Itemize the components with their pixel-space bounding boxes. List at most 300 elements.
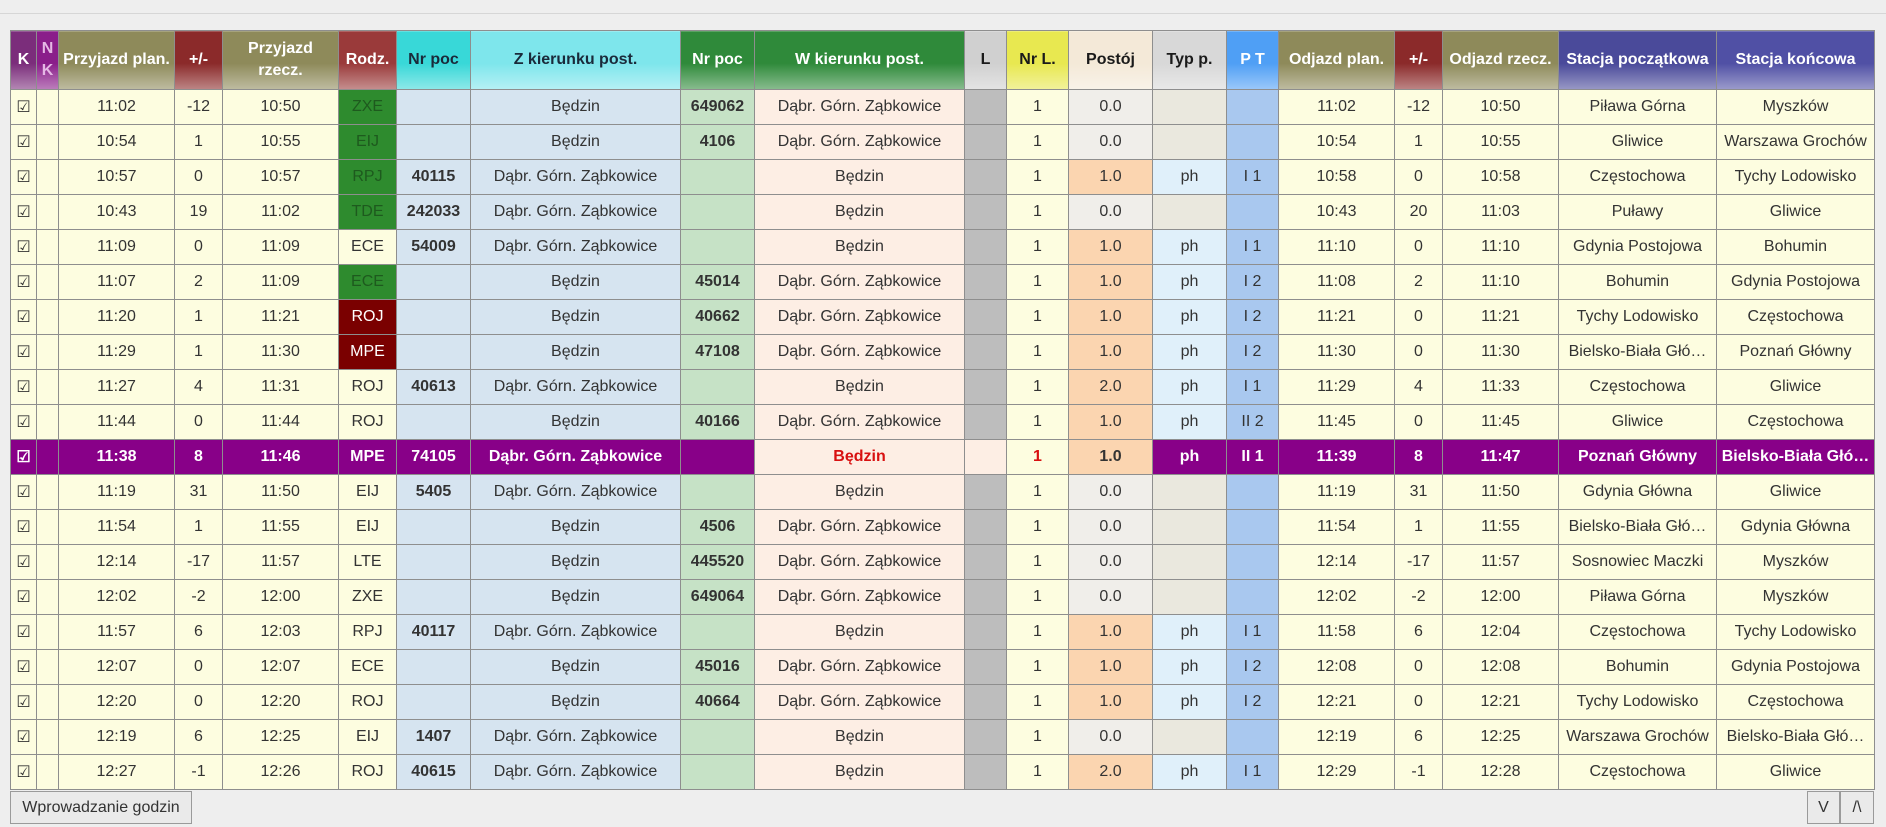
table-row[interactable] xyxy=(11,160,1875,195)
cell-nr_in xyxy=(397,405,471,440)
cell-type: ph xyxy=(1153,265,1227,300)
top-divider xyxy=(0,13,1886,14)
cell-arr_delay: 0 xyxy=(175,160,223,195)
cell-nr_in xyxy=(397,545,471,580)
cell-stop: 1.0 xyxy=(1069,650,1153,685)
cell-type: ph xyxy=(1153,335,1227,370)
cell-dep_plan: 11:10 xyxy=(1279,230,1395,265)
cell-k[interactable]: ☑ xyxy=(11,580,37,615)
header-arr_real[interactable]: Przyjazd rzecz. xyxy=(223,31,339,90)
header-l[interactable]: L xyxy=(965,31,1007,90)
cell-pt: I 2 xyxy=(1227,685,1279,720)
cell-arr_real: 11:50 xyxy=(223,475,339,510)
cell-type xyxy=(1153,195,1227,230)
cell-to: Dąbr. Górn. Ząbkowice xyxy=(755,265,965,300)
cell-to: Będzin xyxy=(755,230,965,265)
cell-type: ph xyxy=(1153,300,1227,335)
cell-dep_plan: 11:54 xyxy=(1279,510,1395,545)
cell-stop: 1.0 xyxy=(1069,160,1153,195)
cell-l xyxy=(965,510,1007,545)
cell-k[interactable]: ☑ xyxy=(11,755,37,790)
header-dep_real[interactable]: Odjazd rzecz. xyxy=(1443,31,1559,90)
cell-nr_out: 40166 xyxy=(681,405,755,440)
cell-nr_out xyxy=(681,615,755,650)
cell-nrl: 1 xyxy=(1007,615,1069,650)
cell-k[interactable]: ☑ xyxy=(11,90,37,125)
cell-nr_out xyxy=(681,230,755,265)
header-nk[interactable]: N K xyxy=(37,31,59,90)
cell-type xyxy=(1153,90,1227,125)
cell-dep_plan: 10:43 xyxy=(1279,195,1395,230)
cell-pt xyxy=(1227,720,1279,755)
cell-stop: 0.0 xyxy=(1069,195,1153,230)
cell-nk xyxy=(37,755,59,790)
cell-k[interactable]: ☑ xyxy=(11,300,37,335)
cell-to: Będzin xyxy=(755,160,965,195)
cell-l xyxy=(965,615,1007,650)
cell-nrl: 1 xyxy=(1007,195,1069,230)
cell-dep_plan: 10:54 xyxy=(1279,125,1395,160)
table-row[interactable] xyxy=(11,370,1875,405)
cell-arr_delay: 8 xyxy=(175,440,223,475)
cell-dep_delay: 1 xyxy=(1395,125,1443,160)
cell-nr_out: 445520 xyxy=(681,545,755,580)
cell-dep_plan: 11:29 xyxy=(1279,370,1395,405)
table-header-row xyxy=(11,31,1875,90)
cell-pt: II 2 xyxy=(1227,405,1279,440)
cell-k[interactable]: ☑ xyxy=(11,475,37,510)
cell-l xyxy=(965,580,1007,615)
cell-nr_in: 5405 xyxy=(397,475,471,510)
cell-nrl: 1 xyxy=(1007,90,1069,125)
header-k[interactable]: K xyxy=(11,31,37,90)
cell-end: Poznań Główny xyxy=(1717,335,1875,370)
cell-arr_real: 12:03 xyxy=(223,615,339,650)
cell-to: Dąbr. Górn. Ząbkowice xyxy=(755,685,965,720)
cell-l xyxy=(965,440,1007,475)
cell-start: Częstochowa xyxy=(1559,755,1717,790)
cell-nrl: 1 xyxy=(1007,545,1069,580)
cell-arr_delay: 2 xyxy=(175,265,223,300)
enter-times-button[interactable]: Wprowadzanie godzin xyxy=(10,791,192,824)
cell-from: Będzin xyxy=(471,510,681,545)
cell-nrl: 1 xyxy=(1007,510,1069,545)
cell-l xyxy=(965,720,1007,755)
cell-nr_in xyxy=(397,90,471,125)
cell-from: Dąbr. Górn. Ząbkowice xyxy=(471,160,681,195)
cell-nr_in: 40615 xyxy=(397,755,471,790)
header-dep_plan[interactable]: Odjazd plan. xyxy=(1279,31,1395,90)
cell-nk xyxy=(37,615,59,650)
cell-arr_plan: 10:43 xyxy=(59,195,175,230)
cell-start: Częstochowa xyxy=(1559,160,1717,195)
cell-type xyxy=(1153,580,1227,615)
cell-arr_plan: 11:02 xyxy=(59,90,175,125)
cell-stop: 0.0 xyxy=(1069,720,1153,755)
cell-from: Dąbr. Górn. Ząbkowice xyxy=(471,615,681,650)
cell-cat: EIJ xyxy=(339,510,397,545)
cell-dep_delay: 0 xyxy=(1395,335,1443,370)
cell-nr_out: 649064 xyxy=(681,580,755,615)
cell-nk xyxy=(37,90,59,125)
cell-to: Będzin xyxy=(755,720,965,755)
cell-arr_real: 11:55 xyxy=(223,510,339,545)
cell-k[interactable]: ☑ xyxy=(11,440,37,475)
cell-dep_plan: 12:08 xyxy=(1279,650,1395,685)
header-to[interactable]: W kierunku post. xyxy=(755,31,965,90)
cell-cat: EIJ xyxy=(339,125,397,160)
cell-nrl: 1 xyxy=(1007,755,1069,790)
cell-dep_plan: 12:14 xyxy=(1279,545,1395,580)
cell-dep_real: 11:50 xyxy=(1443,475,1559,510)
cell-nk xyxy=(37,195,59,230)
cell-arr_real: 11:44 xyxy=(223,405,339,440)
cell-nr_out xyxy=(681,160,755,195)
cell-from: Będzin xyxy=(471,300,681,335)
cell-stop: 1.0 xyxy=(1069,405,1153,440)
cell-start: Poznań Główny xyxy=(1559,440,1717,475)
cell-arr_plan: 11:29 xyxy=(59,335,175,370)
cell-cat: ROJ xyxy=(339,685,397,720)
cell-l xyxy=(965,545,1007,580)
table-row[interactable] xyxy=(11,125,1875,160)
cell-end: Myszków xyxy=(1717,90,1875,125)
table-row[interactable] xyxy=(11,580,1875,615)
cell-dep_real: 11:21 xyxy=(1443,300,1559,335)
cell-start: Piława Górna xyxy=(1559,580,1717,615)
cell-arr_real: 11:02 xyxy=(223,195,339,230)
cell-arr_real: 12:20 xyxy=(223,685,339,720)
table-row[interactable] xyxy=(11,230,1875,265)
cell-from: Dąbr. Górn. Ząbkowice xyxy=(471,370,681,405)
cell-nr_in: 242033 xyxy=(397,195,471,230)
table-row[interactable] xyxy=(11,615,1875,650)
cell-end: Tychy Lodowisko xyxy=(1717,615,1875,650)
cell-arr_real: 11:31 xyxy=(223,370,339,405)
cell-k[interactable]: ☑ xyxy=(11,545,37,580)
cell-to: Będzin xyxy=(755,755,965,790)
cell-k[interactable]: ☑ xyxy=(11,720,37,755)
cell-pt xyxy=(1227,475,1279,510)
cell-dep_delay: -17 xyxy=(1395,545,1443,580)
table-row[interactable] xyxy=(11,755,1875,790)
table-row[interactable] xyxy=(11,720,1875,755)
cell-arr_real: 11:57 xyxy=(223,545,339,580)
table-row[interactable] xyxy=(11,405,1875,440)
cell-type: ph xyxy=(1153,650,1227,685)
cell-to: Dąbr. Górn. Ząbkowice xyxy=(755,125,965,160)
cell-arr_real: 11:21 xyxy=(223,300,339,335)
cell-end: Bielsko-Biała Głó… xyxy=(1717,440,1875,475)
cell-arr_plan: 10:54 xyxy=(59,125,175,160)
cell-start: Tychy Lodowisko xyxy=(1559,685,1717,720)
cell-nr_in xyxy=(397,300,471,335)
cell-arr_plan: 11:19 xyxy=(59,475,175,510)
cell-l xyxy=(965,755,1007,790)
scroll-down-button[interactable]: V xyxy=(1807,791,1840,824)
cell-nrl: 1 xyxy=(1007,440,1069,475)
cell-nr_in xyxy=(397,510,471,545)
cell-from: Będzin xyxy=(471,685,681,720)
cell-arr_delay: 1 xyxy=(175,335,223,370)
cell-nr_out: 4106 xyxy=(681,125,755,160)
cell-l xyxy=(965,475,1007,510)
header-cat[interactable]: Rodz. xyxy=(339,31,397,90)
cell-start: Gliwice xyxy=(1559,125,1717,160)
cell-arr_plan: 12:02 xyxy=(59,580,175,615)
cell-from: Będzin xyxy=(471,335,681,370)
cell-type: ph xyxy=(1153,160,1227,195)
cell-end: Gliwice xyxy=(1717,195,1875,230)
cell-stop: 0.0 xyxy=(1069,125,1153,160)
cell-l xyxy=(965,685,1007,720)
cell-nk xyxy=(37,335,59,370)
cell-nk xyxy=(37,370,59,405)
cell-nk xyxy=(37,545,59,580)
cell-nr_out xyxy=(681,440,755,475)
cell-dep_real: 12:04 xyxy=(1443,615,1559,650)
cell-arr_delay: 0 xyxy=(175,230,223,265)
cell-dep_plan: 11:45 xyxy=(1279,405,1395,440)
table-row[interactable] xyxy=(11,335,1875,370)
scroll-up-button[interactable]: /\ xyxy=(1840,791,1874,824)
table-row[interactable] xyxy=(11,650,1875,685)
cell-dep_real: 11:10 xyxy=(1443,265,1559,300)
cell-k[interactable]: ☑ xyxy=(11,160,37,195)
cell-to: Dąbr. Górn. Ząbkowice xyxy=(755,510,965,545)
cell-cat: TDE xyxy=(339,195,397,230)
cell-k[interactable]: ☑ xyxy=(11,230,37,265)
cell-cat: ROJ xyxy=(339,370,397,405)
cell-start: Gliwice xyxy=(1559,405,1717,440)
header-pt[interactable]: P T xyxy=(1227,31,1279,90)
table-row[interactable] xyxy=(11,300,1875,335)
cell-nr_out xyxy=(681,195,755,230)
cell-nr_out: 45016 xyxy=(681,650,755,685)
cell-end: Częstochowa xyxy=(1717,300,1875,335)
table-row[interactable] xyxy=(11,545,1875,580)
cell-pt xyxy=(1227,580,1279,615)
cell-end: Częstochowa xyxy=(1717,685,1875,720)
cell-type: ph xyxy=(1153,685,1227,720)
cell-cat: ROJ xyxy=(339,405,397,440)
cell-nr_out: 40664 xyxy=(681,685,755,720)
cell-dep_real: 12:25 xyxy=(1443,720,1559,755)
header-nr_in[interactable]: Nr poc xyxy=(397,31,471,90)
header-nr_out[interactable]: Nr poc xyxy=(681,31,755,90)
cell-k[interactable]: ☑ xyxy=(11,265,37,300)
header-arr_delay[interactable]: +/- xyxy=(175,31,223,90)
cell-start: Warszawa Grochów xyxy=(1559,720,1717,755)
cell-k[interactable]: ☑ xyxy=(11,405,37,440)
cell-k[interactable]: ☑ xyxy=(11,335,37,370)
cell-arr_delay: 0 xyxy=(175,405,223,440)
cell-type xyxy=(1153,475,1227,510)
cell-arr_delay: 1 xyxy=(175,510,223,545)
cell-nr_in xyxy=(397,685,471,720)
cell-nr_in xyxy=(397,265,471,300)
header-end[interactable]: Stacja końcowa xyxy=(1717,31,1875,90)
header-stop[interactable]: Postój xyxy=(1069,31,1153,90)
timetable xyxy=(10,30,1875,790)
cell-dep_delay: 6 xyxy=(1395,615,1443,650)
table-row[interactable] xyxy=(11,475,1875,510)
cell-nr_in: 40613 xyxy=(397,370,471,405)
cell-dep_real: 10:58 xyxy=(1443,160,1559,195)
cell-l xyxy=(965,265,1007,300)
cell-nrl: 1 xyxy=(1007,335,1069,370)
cell-dep_delay: -1 xyxy=(1395,755,1443,790)
cell-stop: 0.0 xyxy=(1069,475,1153,510)
cell-arr_delay: 31 xyxy=(175,475,223,510)
cell-start: Bohumin xyxy=(1559,650,1717,685)
cell-cat: ECE xyxy=(339,650,397,685)
cell-stop: 1.0 xyxy=(1069,230,1153,265)
cell-start: Bohumin xyxy=(1559,265,1717,300)
cell-nr_in: 54009 xyxy=(397,230,471,265)
cell-dep_delay: 31 xyxy=(1395,475,1443,510)
cell-type: ph xyxy=(1153,370,1227,405)
cell-start: Tychy Lodowisko xyxy=(1559,300,1717,335)
cell-dep_plan: 10:58 xyxy=(1279,160,1395,195)
cell-from: Dąbr. Górn. Ząbkowice xyxy=(471,475,681,510)
table-row[interactable] xyxy=(11,265,1875,300)
cell-stop: 1.0 xyxy=(1069,685,1153,720)
cell-pt xyxy=(1227,90,1279,125)
cell-k[interactable]: ☑ xyxy=(11,650,37,685)
table-row[interactable] xyxy=(11,685,1875,720)
cell-dep_real: 11:30 xyxy=(1443,335,1559,370)
table-row[interactable] xyxy=(11,440,1875,475)
cell-to: Dąbr. Górn. Ząbkowice xyxy=(755,545,965,580)
cell-dep_delay: 0 xyxy=(1395,405,1443,440)
cell-dep_delay: 0 xyxy=(1395,300,1443,335)
table-row[interactable] xyxy=(11,90,1875,125)
cell-start: Piława Górna xyxy=(1559,90,1717,125)
cell-dep_real: 11:45 xyxy=(1443,405,1559,440)
cell-to: Dąbr. Górn. Ząbkowice xyxy=(755,300,965,335)
cell-pt: I 2 xyxy=(1227,265,1279,300)
cell-end: Gliwice xyxy=(1717,370,1875,405)
cell-to: Będzin xyxy=(755,440,965,475)
cell-end: Myszków xyxy=(1717,580,1875,615)
cell-dep_real: 11:57 xyxy=(1443,545,1559,580)
cell-k[interactable]: ☑ xyxy=(11,685,37,720)
cell-arr_delay: 1 xyxy=(175,300,223,335)
cell-start: Częstochowa xyxy=(1559,370,1717,405)
cell-nk xyxy=(37,720,59,755)
cell-l xyxy=(965,650,1007,685)
cell-end: Gdynia Postojowa xyxy=(1717,650,1875,685)
cell-nrl: 1 xyxy=(1007,300,1069,335)
cell-dep_plan: 12:02 xyxy=(1279,580,1395,615)
cell-from: Dąbr. Górn. Ząbkowice xyxy=(471,440,681,475)
cell-nr_in xyxy=(397,580,471,615)
cell-pt xyxy=(1227,545,1279,580)
table-body xyxy=(11,90,1875,790)
cell-to: Będzin xyxy=(755,475,965,510)
header-from[interactable]: Z kierunku post. xyxy=(471,31,681,90)
cell-from: Będzin xyxy=(471,545,681,580)
cell-to: Dąbr. Górn. Ząbkowice xyxy=(755,90,965,125)
cell-nr_out: 4506 xyxy=(681,510,755,545)
cell-pt xyxy=(1227,510,1279,545)
cell-arr_real: 11:09 xyxy=(223,230,339,265)
header-dep_delay[interactable]: +/- xyxy=(1395,31,1443,90)
cell-end: Gdynia Postojowa xyxy=(1717,265,1875,300)
cell-nk xyxy=(37,650,59,685)
cell-nrl: 1 xyxy=(1007,650,1069,685)
cell-arr_delay: 19 xyxy=(175,195,223,230)
cell-from: Dąbr. Górn. Ząbkowice xyxy=(471,230,681,265)
cell-nk xyxy=(37,475,59,510)
cell-arr_plan: 11:44 xyxy=(59,405,175,440)
cell-pt: I 1 xyxy=(1227,370,1279,405)
cell-dep_delay: 1 xyxy=(1395,510,1443,545)
cell-dep_plan: 12:21 xyxy=(1279,685,1395,720)
cell-nr_out xyxy=(681,720,755,755)
cell-nk xyxy=(37,510,59,545)
cell-from: Będzin xyxy=(471,125,681,160)
header-nrl[interactable]: Nr L. xyxy=(1007,31,1069,90)
header-type[interactable]: Typ p. xyxy=(1153,31,1227,90)
cell-nk xyxy=(37,160,59,195)
cell-nr_out: 40662 xyxy=(681,300,755,335)
cell-k[interactable]: ☑ xyxy=(11,195,37,230)
cell-stop: 0.0 xyxy=(1069,90,1153,125)
table-row[interactable] xyxy=(11,195,1875,230)
cell-arr_plan: 12:14 xyxy=(59,545,175,580)
cell-k[interactable]: ☑ xyxy=(11,615,37,650)
cell-dep_real: 10:55 xyxy=(1443,125,1559,160)
cell-end: Bielsko-Biała Głó… xyxy=(1717,720,1875,755)
cell-cat: RPJ xyxy=(339,160,397,195)
cell-nk xyxy=(37,265,59,300)
cell-pt: I 2 xyxy=(1227,300,1279,335)
cell-start: Gdynia Główna xyxy=(1559,475,1717,510)
cell-dep_real: 12:00 xyxy=(1443,580,1559,615)
cell-arr_plan: 12:20 xyxy=(59,685,175,720)
cell-pt xyxy=(1227,195,1279,230)
cell-nr_out: 47108 xyxy=(681,335,755,370)
cell-stop: 1.0 xyxy=(1069,440,1153,475)
cell-arr_plan: 11:57 xyxy=(59,615,175,650)
cell-k[interactable]: ☑ xyxy=(11,125,37,160)
cell-arr_plan: 11:20 xyxy=(59,300,175,335)
cell-pt: II 1 xyxy=(1227,440,1279,475)
cell-type: ph xyxy=(1153,230,1227,265)
cell-k[interactable]: ☑ xyxy=(11,510,37,545)
cell-stop: 1.0 xyxy=(1069,265,1153,300)
header-arr_plan[interactable]: Przyjazd plan. xyxy=(59,31,175,90)
cell-k[interactable]: ☑ xyxy=(11,370,37,405)
cell-nk xyxy=(37,685,59,720)
cell-nrl: 1 xyxy=(1007,230,1069,265)
cell-stop: 1.0 xyxy=(1069,300,1153,335)
cell-pt: I 1 xyxy=(1227,160,1279,195)
cell-arr_delay: 6 xyxy=(175,720,223,755)
cell-arr_plan: 11:38 xyxy=(59,440,175,475)
header-start[interactable]: Stacja początkowa xyxy=(1559,31,1717,90)
cell-arr_plan: 11:27 xyxy=(59,370,175,405)
table-row[interactable] xyxy=(11,510,1875,545)
cell-pt: I 2 xyxy=(1227,650,1279,685)
cell-pt xyxy=(1227,125,1279,160)
cell-arr_delay: 1 xyxy=(175,125,223,160)
cell-type xyxy=(1153,720,1227,755)
cell-nk xyxy=(37,230,59,265)
cell-start: Puławy xyxy=(1559,195,1717,230)
